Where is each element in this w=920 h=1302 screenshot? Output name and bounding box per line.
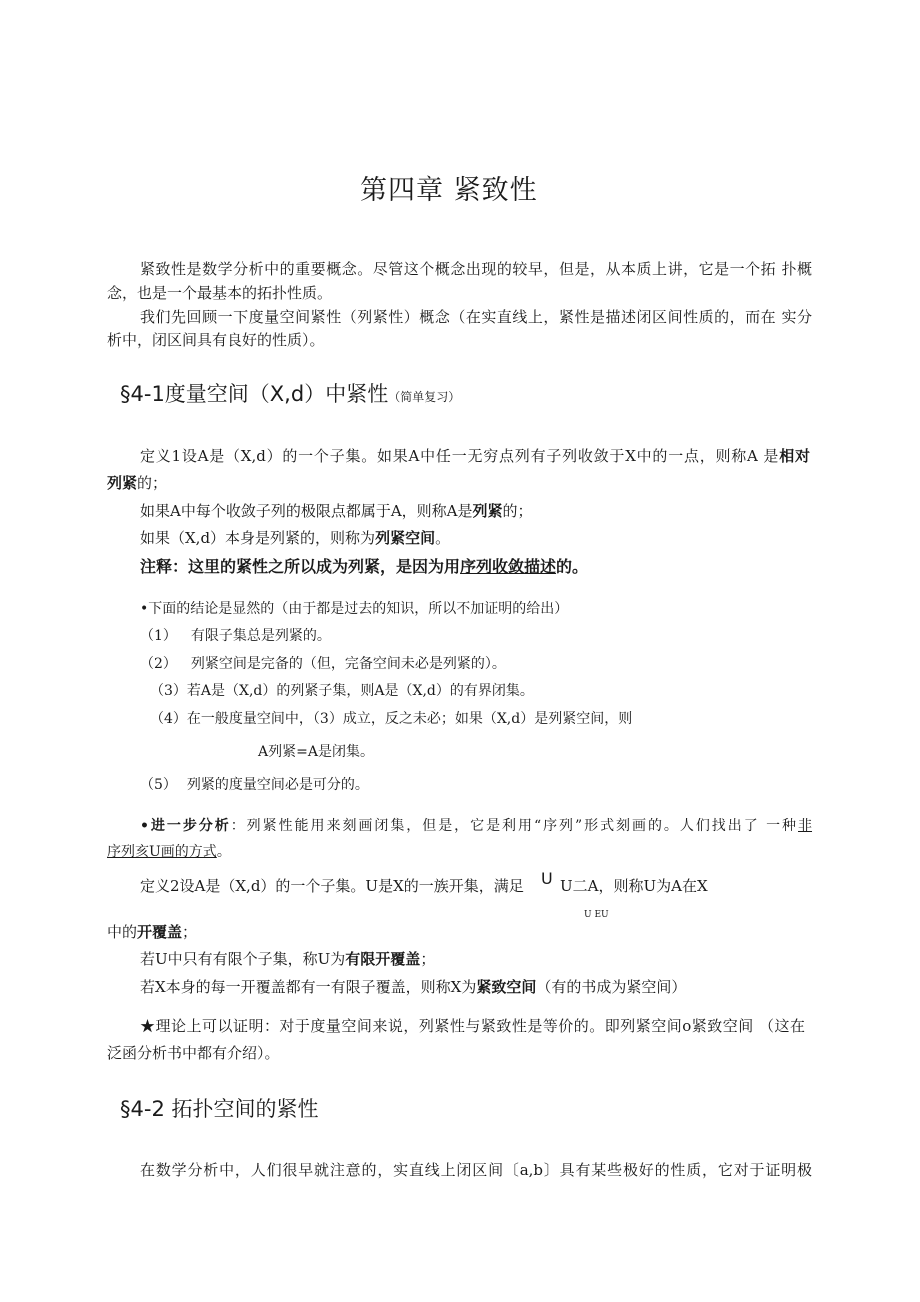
- section1-heading-main: §4-1度量空间（X,d）中紧性: [120, 382, 389, 406]
- def1-line2: [107, 476, 167, 491]
- def2-line4-prefix: 若X本身的每一开覆盖都有一有限子覆盖，则称X为: [140, 978, 477, 996]
- note-prefix: 注释：这里的紧性之所以成为列紧，是因为用: [140, 557, 461, 576]
- def2-line1-right: U二A，则称U为A在X: [560, 877, 708, 895]
- section1-heading: [120, 384, 460, 405]
- item1-text: 有限子集总是列紧的。: [190, 628, 331, 644]
- analysis-bold: •进一步分析: [140, 818, 231, 834]
- def2-line4-bold: 紧致空间: [476, 978, 537, 996]
- section1-heading-note: （简单复习）: [388, 390, 461, 404]
- conclusion-item-2: [140, 657, 506, 671]
- note-suffix: 的。: [556, 557, 589, 576]
- analysis-line1: [140, 819, 812, 833]
- def1-line1-bold: 相对: [779, 447, 810, 465]
- analysis-line2-rest: 。: [216, 844, 231, 860]
- def1-line3-rest: 的；: [502, 502, 533, 520]
- def1-line1-text: 定义1设A是（X,d）的一个子集。如果A中任一无穷点列有子列收敛于X中的一点，则称A 是: [140, 447, 780, 465]
- intro-p1-line1: 紧致性是数学分析中的重要概念。尽管这个概念出现的较早，但是，从本质上讲，它是一个拓 扑概: [140, 260, 812, 278]
- conclusion-item-1: [140, 629, 331, 643]
- def2-line3-rest: ；: [420, 950, 436, 968]
- def2-union-symbol: U: [541, 869, 553, 888]
- def2-line3: [140, 952, 435, 967]
- intro-p2-line1: 我们先回顾一下度量空间紧性（列紧性）概念（在实直线上，紧性是描述闭区间性质的，而在 实分: [140, 308, 812, 326]
- conclusion-item-4-formula: A列紧=A是闭集。: [258, 744, 374, 760]
- def1-line3: [140, 504, 533, 519]
- conclusion-item-3: （3）若A是（X,d）的列紧子集，则A是（X,d）的有界闭集。: [150, 683, 534, 699]
- def2-line1-left: 定义2设A是（X,d）的一个子集。U是X的一族开集，满足: [140, 877, 524, 895]
- def2-subscript: U EU: [584, 910, 609, 920]
- def2-line4-rest: （有的书成为紧空间）: [536, 978, 687, 996]
- intro-p1-line2: 念，也是一个最基本的拓扑性质。: [107, 284, 333, 302]
- conclusion-item-5: [140, 778, 369, 792]
- def2-line2: [107, 925, 197, 940]
- theory-line1: ★理论上可以证明：对于度量空间来说，列紧性与紧致性是等价的。即列紧空间o紧致空间 （这在: [140, 1017, 805, 1035]
- item5-text: 列紧的度量空间必是可分的。: [186, 777, 369, 793]
- def2-line2-prefix: 中的: [107, 923, 138, 941]
- theory-line2: 泛函分析书中都有介绍）。: [107, 1044, 280, 1062]
- def2-line4: [140, 980, 686, 995]
- analysis-line2-underlined: 序列亥U画的方式: [107, 844, 217, 860]
- item1-num: （1）: [140, 628, 177, 644]
- item2-num: （2）: [140, 656, 177, 672]
- def1-line2-bold: 列紧: [107, 474, 138, 492]
- analysis-text: ：列紧性能用来刻画闭集，但是，它是利用“序列”形式刻画的。人们找出了 一种: [230, 818, 799, 834]
- note-line: [140, 559, 588, 575]
- analysis-line2: [107, 845, 231, 859]
- def2-line3-bold: 有限开覆盖: [345, 950, 421, 968]
- def1-line2-rest: 的；: [137, 474, 168, 492]
- analysis-underlined-tail: 非: [798, 818, 813, 834]
- conclusions-intro: •下面的结论是显然的（由于都是过去的知识，所以不加证明的给出）: [140, 601, 569, 617]
- def2-line3-prefix: 若U中只有有限个子集，称U为: [140, 950, 346, 968]
- def1-line3-text: 如果A中每个收敛子列的极限点都属于A，则称A是: [140, 502, 473, 520]
- note-underlined: 序列收敛描述: [460, 557, 557, 576]
- page-title: 第四章 紧致性: [360, 175, 538, 206]
- section2-heading: §4-2 拓扑空间的紧性: [120, 1097, 319, 1121]
- item5-num: （5）: [140, 777, 177, 793]
- conclusion-item-4: （4）在一般度量空间中，（3）成立，反之未必；如果（X,d）是列紧空间，则: [150, 711, 633, 727]
- def1-line4-bold: 列紧空间: [375, 529, 436, 547]
- def1-line4: [140, 531, 450, 546]
- last-line1: 在数学分析中，人们很早就注意的，实直线上闭区间〔a,b〕具有某些极好的性质，它对于证明极: [140, 1161, 812, 1179]
- def1-line4-text: 如果（X,d）本身是列紧的，则称为: [140, 529, 376, 547]
- def1-line1: [140, 449, 810, 464]
- def2-line2-rest: ；: [182, 923, 198, 941]
- def1-line4-rest: 。: [435, 529, 451, 547]
- item2-text: 列紧空间是完备的（但，完备空间未必是列紧的）。: [190, 656, 506, 672]
- def1-line3-bold: 列紧: [472, 502, 503, 520]
- intro-p2-line2: 析中，闭区间具有良好的性质）。: [107, 331, 325, 349]
- def2-line2-bold: 开覆盖: [137, 923, 183, 941]
